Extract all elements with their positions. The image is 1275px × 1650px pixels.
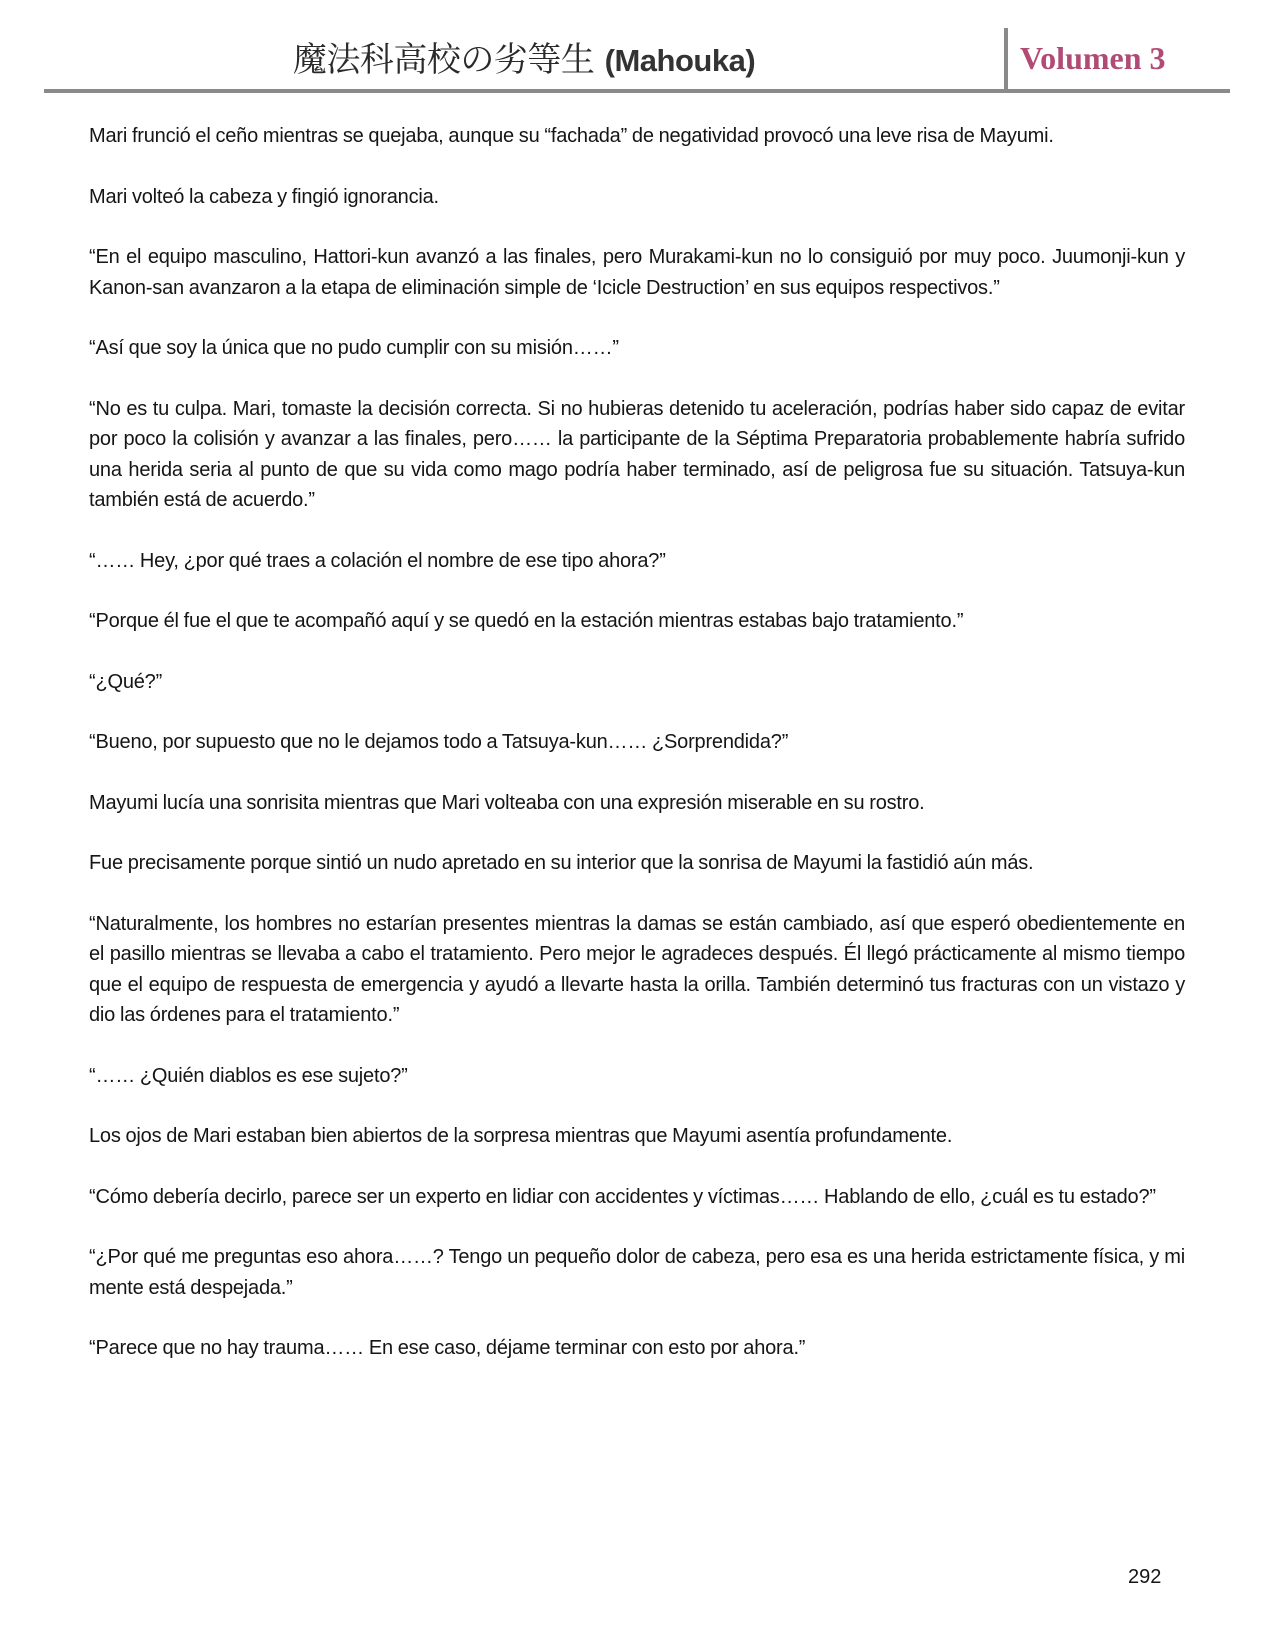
paragraph: Mari volteó la cabeza y fingió ignorancia. [89, 185, 439, 208]
paragraph: “En el equipo masculino, Hattori-kun avanzó a las finales, pero Murakami-kun no lo consiguió por muy poco. Juumonji-kun y Kanon-san avanzaron a la etapa de eliminación simple de ‘Icicle Destruction’ en sus equipos respectivos.” [89, 246, 1185, 299]
book-title-japanese: 魔法科高校の劣等生 [292, 40, 595, 80]
paragraph: Mari frunció el ceño mientras se quejaba, aunque su “fachada” de negatividad provocó una leve risa de Mayumi. [89, 125, 1054, 147]
paragraph: “Naturalmente, los hombres no estarían presentes mientras la damas se están cambiado, así que esperó obedientemente en el pasillo mientras se llevaba a cabo el tratamiento. Pero mejor le agradeces después. Él llegó prácticamente al mismo tiempo que el equipo de respuesta de emergencia y ayudó a llevarte hasta la orilla. También determinó tus fracturas con un vistazo y dio las órdenes para el tratamiento.” [89, 912, 1185, 1026]
book-title-latin: (Mahouka) [604, 43, 756, 78]
paragraph: “No es tu culpa. Mari, tomaste la decisión correcta. Si no hubieras detenido tu aceleración, podrías haber sido capaz de evitar por poco la colisión y avanzar a las finales, pero…… la participante de la Séptima Preparatoria probablemente habría sufrido una herida seria al punto de que su vida como mago podría haber terminado, así de peligrosa fue su situación. Tatsuya-kun también está de acuerdo.” [89, 397, 1185, 511]
paragraph: “…… ¿Quién diablos es ese sujeto?” [89, 1064, 408, 1087]
paragraph: “Así que soy la única que no pudo cumplir con su misión……” [89, 337, 619, 359]
volume-label: Volumen 3 [1020, 40, 1166, 76]
paragraph: “Cómo debería decirlo, parece ser un experto en lidiar con accidentes y víctimas…… Hablando de ello, ¿cuál es tu estado?” [89, 1185, 1156, 1208]
paragraph: “Porque él fue el que te acompañó aquí y se quedó en la estación mientras estabas bajo tratamiento.” [89, 610, 964, 632]
paragraph: “Bueno, por supuesto que no le dejamos todo a Tatsuya-kun…… ¿Sorprendida?” [89, 731, 789, 753]
paragraph: “Parece que no hay trauma…… En ese caso, déjame terminar con esto por ahora.” [89, 1337, 806, 1359]
page-body [89, 121, 1185, 1394]
header-vertical-divider [1004, 28, 1008, 92]
header-horizontal-rule [44, 89, 1230, 93]
page-header [44, 28, 1230, 94]
page-number: 292 [1128, 1566, 1162, 1588]
book-title [44, 38, 1004, 83]
paragraph: “…… Hey, ¿por qué traes a colación el nombre de ese tipo ahora?” [89, 549, 666, 572]
paragraph: Mayumi lucía una sonrisita mientras que Mari volteaba con una expresión miserable en su rostro. [89, 791, 925, 814]
paragraph: “¿Qué?” [89, 670, 163, 693]
paragraph: Fue precisamente porque sintió un nudo apretado en su interior que la sonrisa de Mayumi la fastidió aún más. [89, 852, 1034, 874]
paragraph: “¿Por qué me preguntas eso ahora……? Tengo un pequeño dolor de cabeza, pero esa es una herida estrictamente física, y mi mente está despejada.” [89, 1246, 1185, 1299]
paragraph: Los ojos de Mari estaban bien abiertos de la sorpresa mientras que Mayumi asentía profundamente. [89, 1125, 953, 1147]
